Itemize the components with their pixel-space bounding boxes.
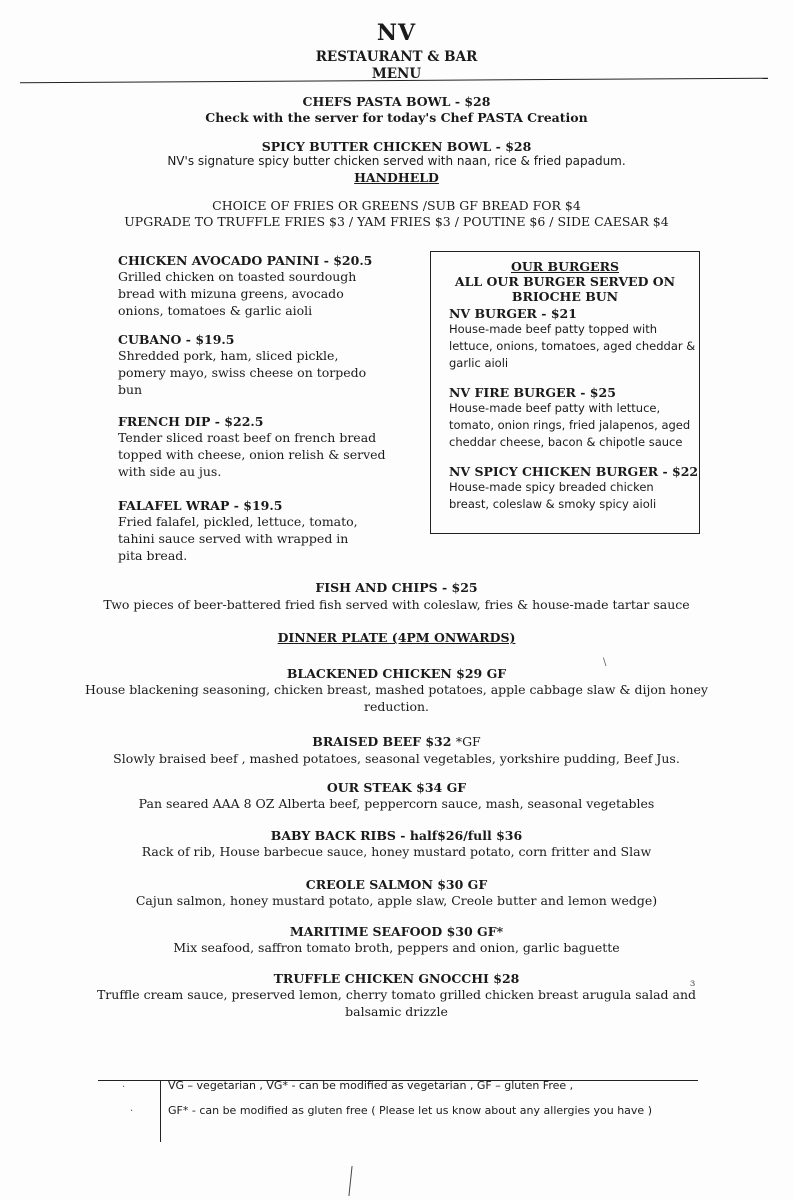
menu-item-nv-spicy-chicken-burger	[449, 464, 707, 513]
item-desc-line: Shredded pork, ham, sliced pickle,	[118, 348, 339, 363]
item-name: NV SPICY CHICKEN BURGER - $22	[449, 464, 699, 479]
item-name: NV BURGER - $21	[449, 306, 577, 321]
stray-mark: \	[603, 657, 607, 668]
item-desc-line: Truffle cream sauce, preserved lemon, cherry tomato grilled chicken breast arugula salad and	[96, 987, 697, 1002]
stray-mark: ɜ	[690, 978, 696, 989]
item-desc-line: House blackening seasoning, chicken breast, mashed potatoes, apple cabbage slaw & dijon honey	[85, 682, 708, 697]
item-name: CHICKEN AVOCADO PANINI - $20.5	[118, 253, 373, 268]
legend-margin-line	[160, 1080, 161, 1142]
item-desc-line: breast, coleslaw & smoky spicy aioli	[449, 497, 657, 511]
dinner-heading: DINNER PLATE (4PM ONWARDS)	[277, 630, 516, 645]
stray-mark	[348, 1166, 352, 1196]
item-desc-line: Rack of rib, House barbecue sauce, honey mustard potato, corn fritter and Slaw	[141, 844, 652, 859]
handheld-heading: HANDHELD	[354, 170, 439, 185]
special-desc-pasta-bowl: Check with the server for today's Chef PASTA Creation	[205, 110, 588, 125]
burgers-heading: OUR BURGERS	[510, 259, 619, 274]
item-desc-line: pita bread.	[118, 548, 188, 563]
special-name-butter-chicken: SPICY BUTTER CHICKEN BOWL - $28	[261, 139, 532, 154]
item-name: FRENCH DIP - $22.5	[118, 414, 264, 429]
item-name: NV FIRE BURGER - $25	[449, 385, 616, 400]
legend-line-1: VG – vegetarian , VG* - can be modified as vegetarian , GF – gluten Free ,	[168, 1079, 574, 1092]
menu-item-french-dip	[118, 414, 388, 480]
item-desc-line: bread with mizuna greens, avocado	[118, 286, 344, 301]
item-name: BABY BACK RIBS - half$26/full $36	[270, 828, 523, 843]
item-desc-line: pomery mayo, swiss cheese on torpedo	[118, 365, 367, 380]
item-desc-line: with side au jus.	[118, 464, 222, 479]
special-desc-butter-chicken: NV's signature spicy butter chicken served with naan, rice & fried papadum.	[167, 154, 626, 168]
item-name: MARITIME SEAFOOD $30 GF*	[289, 924, 504, 939]
item-name: OUR STEAK $34 GF	[326, 780, 467, 795]
item-desc-line: onions, tomatoes & garlic aioli	[118, 303, 313, 318]
item-desc-line: Tender sliced roast beef on french bread	[118, 430, 377, 445]
item-desc-line: lettuce, onions, tomatoes, aged cheddar &	[449, 339, 696, 353]
burgers-subheading: ALL OUR BURGER SERVED ON	[454, 274, 676, 289]
item-desc-line: cheddar cheese, bacon & chipotle sauce	[449, 435, 683, 449]
restaurant-name: NV	[376, 20, 417, 46]
menu-item-nv-fire-burger	[449, 385, 707, 451]
burgers-subheading-bun: BRIOCHE BUN	[511, 289, 619, 304]
dinner-item-creole-salmon	[0, 877, 793, 909]
item-name: BLACKENED CHICKEN $29 GF	[286, 666, 507, 681]
item-desc-line: Cajun salmon, honey mustard potato, apple slaw, Creole butter and lemon wedge)	[135, 893, 658, 908]
item-desc-line: bun	[118, 382, 143, 397]
item-name: CREOLE SALMON $30 GF	[305, 877, 488, 892]
item-name: CUBANO - $19.5	[118, 332, 235, 347]
item-desc-line: House-made spicy breaded chicken	[449, 480, 654, 494]
menu-label: MENU	[371, 66, 422, 82]
stray-mark: ·	[122, 1082, 126, 1093]
dinner-item-blackened-chicken	[0, 666, 793, 715]
menu-item-falafel-wrap	[118, 498, 388, 564]
item-name: FALAFEL WRAP - $19.5	[118, 498, 283, 513]
restaurant-subtitle: RESTAURANT & BAR	[315, 49, 478, 65]
dinner-item-braised-beef	[0, 731, 793, 767]
handheld-choice-line: CHOICE OF FRIES OR GREENS /SUB GF BREAD FOR $4	[212, 198, 581, 213]
special-name-pasta-bowl: CHEFS PASTA BOWL - $28	[302, 94, 491, 109]
handheld-upgrade-line: UPGRADE TO TRUFFLE FRIES $3 / YAM FRIES $3 / POUTINE $6 / SIDE CAESAR $4	[124, 214, 669, 229]
item-desc-line: tomato, onion rings, fried jalapenos, aged	[449, 418, 691, 432]
menu-item-cubano	[118, 332, 388, 398]
item-desc-line: balsamic drizzle	[345, 1004, 448, 1019]
item-desc-line: tahini sauce served with wrapped in	[118, 531, 349, 546]
item-name-suffix: *GF	[455, 734, 481, 749]
item-desc-line: reduction.	[364, 699, 429, 714]
legend-line-2: GF* - can be modified as gluten free ( Please let us know about any allergies you have )	[168, 1104, 652, 1117]
menu-item-nv-burger	[449, 306, 707, 372]
item-name: BRAISED BEEF $32	[312, 734, 456, 749]
dinner-item-our-steak	[0, 780, 793, 812]
item-desc-line: House-made beef patty with lettuce,	[449, 401, 661, 415]
dinner-item-truffle-chicken-gnocchi	[0, 971, 793, 1020]
dinner-item-baby-back-ribs	[0, 828, 793, 860]
item-desc-line: House-made beef patty topped with	[449, 322, 658, 336]
item-name: TRUFFLE CHICKEN GNOCCHI $28	[273, 971, 520, 986]
menu-item-chicken-avocado-panini	[118, 253, 388, 319]
item-desc-line: Pan seared AAA 8 OZ Alberta beef, peppercorn sauce, mash, seasonal vegetables	[138, 796, 655, 811]
item-desc-line: Slowly braised beef , mashed potatoes, seasonal vegetables, yorkshire pudding, Beef Jus.	[113, 751, 680, 766]
item-desc-line: garlic aioli	[449, 356, 509, 370]
fish-and-chips-desc: Two pieces of beer-battered fried fish served with coleslaw, fries & house-made tartar sauce	[103, 597, 690, 612]
dinner-item-maritime-seafood	[0, 924, 793, 956]
fish-and-chips-name: FISH AND CHIPS - $25	[315, 580, 478, 595]
item-desc-line: Fried falafel, pickled, lettuce, tomato,	[118, 514, 358, 529]
item-desc-line: Grilled chicken on toasted sourdough	[118, 269, 357, 284]
item-desc-line: Mix seafood, saffron tomato broth, peppers and onion, garlic baguette	[173, 940, 620, 955]
item-desc-line: topped with cheese, onion relish & served	[118, 447, 386, 462]
stray-mark: ·	[130, 1106, 134, 1117]
